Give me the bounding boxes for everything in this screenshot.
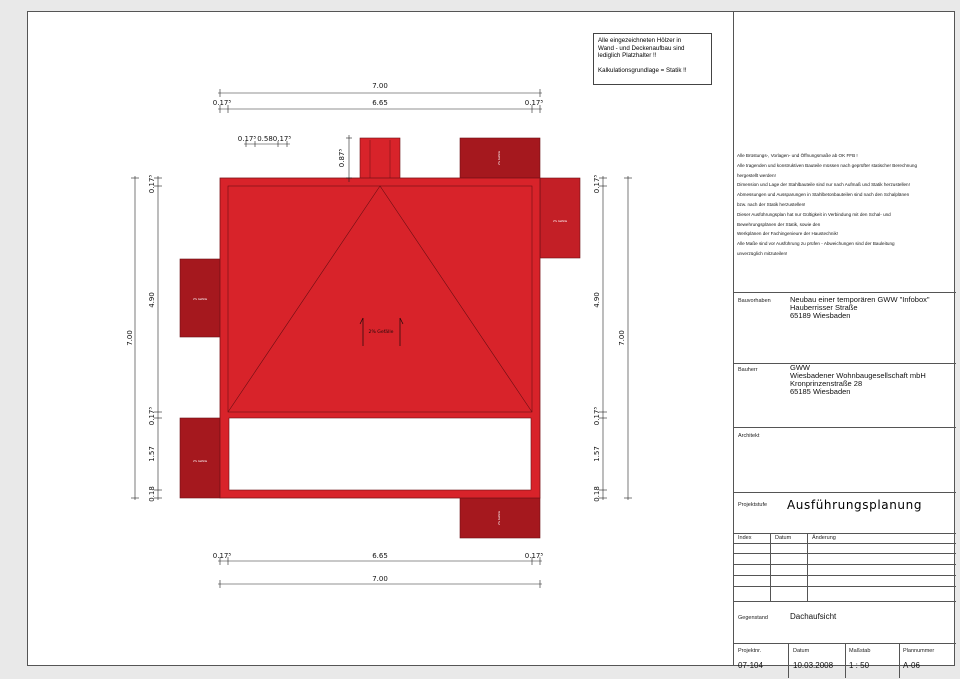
- dim-right-overall: 7.00: [618, 330, 626, 346]
- subject-label: Gegenstand: [738, 615, 768, 621]
- general-note: Alle Maße sind vor Ausführung zu prüfen - Abweichungen sind der Bauleitung: [737, 241, 895, 247]
- subject-value: Dachaufsicht: [790, 612, 837, 621]
- general-note: Alle tragenden und konstruktiven Bauteile müssen nach geprüfter statischer Berechnung: [737, 162, 918, 168]
- general-note: Dimension und Lage der Stahlbauteile sind nur nach Aufmaß und Statik herzustellen!: [737, 182, 910, 188]
- general-note: unverzüglich mitzuteilen!: [737, 250, 788, 256]
- project-label: Bauvorhaben: [738, 298, 771, 304]
- dim-top-right-wall: 0.17⁵: [524, 99, 544, 107]
- general-note: hergestellt werden!: [737, 172, 776, 178]
- dim-top-overall: 7.00: [372, 82, 388, 90]
- block-right-upper: [540, 178, 580, 258]
- dim-small-a: 0.17⁵: [237, 135, 257, 143]
- slope-label: 2% Gefälle: [368, 330, 394, 335]
- dimensions-right: [599, 176, 632, 500]
- project-line: 65189 Wiesbaden: [790, 311, 851, 320]
- general-note: bzw. nach der Statik herzustellen!: [737, 201, 806, 207]
- general-notes: [734, 151, 956, 303]
- note-line-1: Alle eingezeichneten Hölzer in: [598, 37, 682, 44]
- subject-section: [734, 601, 956, 643]
- dim-small-b: 0.58: [257, 135, 273, 143]
- date-value: 10.03.2008: [793, 661, 834, 670]
- note-line-3: lediglich Platzhalter !!: [598, 52, 657, 59]
- architect-label: Architekt: [738, 433, 760, 439]
- dim-top-left-wall: 0.17⁵: [212, 99, 232, 107]
- dim-left-overall: 7.00: [126, 330, 134, 346]
- general-note: Alle Brüstungs-, Vorlagen- und Öffnungsmaße ab OK FFB !: [737, 153, 858, 158]
- dim-right-top: 0.17⁵: [593, 174, 601, 194]
- client-label: Bauherr: [738, 367, 758, 373]
- date-header: Datum: [775, 535, 792, 541]
- scale-label: Maßstab: [849, 648, 871, 654]
- block-right-upper-label: 2% Gefälle: [552, 220, 568, 223]
- index-header: Index: [738, 535, 752, 541]
- dim-small-c: 0.17⁵: [272, 135, 292, 143]
- change-header: Änderung: [812, 535, 836, 541]
- plan-no: A-06: [903, 661, 920, 670]
- date-label: Datum: [793, 648, 810, 654]
- dim-bottom-overall: 7.00: [372, 575, 388, 583]
- general-note: Bewehrungsplänen der Statik, sowie den: [737, 221, 821, 227]
- dimensions-left: [131, 176, 162, 500]
- note-line-4: Kalkulationsgrundlage = Statik !!: [598, 66, 687, 74]
- project-section: [734, 292, 956, 363]
- dim-chimney: 0.87⁵: [338, 148, 346, 168]
- project-info-row: [734, 643, 956, 677]
- block-bottom-right-label: 2% Gefälle: [498, 510, 501, 526]
- block-left-upper-label: 2% Gefälle: [192, 298, 208, 301]
- dim-left-middle: 4.90: [148, 292, 156, 308]
- note-line-2: Wand - und Deckenaufbau sind: [598, 44, 685, 52]
- client-line: GWW: [790, 363, 810, 372]
- chimney: [360, 138, 400, 180]
- dim-left-top: 0.17⁵: [148, 174, 156, 194]
- dim-right-span: 1.57: [593, 446, 601, 462]
- general-note: Abmessungen und Aussparungen in Stahlbetonbauteilen sind nach den Schalplänen: [737, 192, 910, 198]
- project-no: 07-104: [738, 661, 763, 670]
- block-left-lower: [180, 418, 220, 498]
- architect-section: [734, 427, 956, 491]
- revision-table: [734, 533, 956, 601]
- dim-right-bottom: 0.18: [593, 486, 601, 502]
- roof-opening: [229, 418, 531, 490]
- dim-right-middle: 4.90: [593, 292, 601, 308]
- client-section: [734, 363, 956, 427]
- scale-value: 1 : 50: [849, 661, 870, 670]
- dim-right-lower: 0.17⁵: [593, 406, 601, 426]
- dim-left-span: 1.57: [148, 446, 156, 462]
- dim-bottom-inner: 6.65: [372, 552, 388, 560]
- general-note: Dieser Ausführungsplan hat nur Gültigkeit in Verbindung mit den Schal- und: [737, 211, 891, 217]
- general-note: Werkplänen der Fachingenieure der Haustechnik!: [737, 231, 839, 237]
- dim-bottom-left-wall: 0.17⁵: [212, 552, 232, 560]
- plan-no-label: Plannummer: [903, 648, 935, 654]
- placeholder-note-box: [593, 33, 712, 85]
- title-block: [733, 11, 955, 670]
- project-no-label: Projektnr.: [738, 648, 762, 654]
- client-line: 65185 Wiesbaden: [790, 387, 851, 396]
- dim-left-bottom: 0.18: [148, 486, 156, 502]
- stage-value: Ausführungsplanung: [787, 498, 923, 512]
- project-line: Neubau einer temporären GWW "Infobox": [790, 295, 930, 304]
- dimensions-bottom: [218, 557, 542, 588]
- stage-label: Projektstufe: [738, 502, 768, 508]
- dim-left-lower: 0.17⁵: [148, 406, 156, 426]
- client-line: Kronprinzenstraße 28: [790, 379, 863, 388]
- block-left-lower-label: 2% Gefälle: [192, 460, 208, 463]
- dim-top-inner: 6.65: [372, 99, 388, 107]
- stage-section: [734, 492, 956, 533]
- client-line: Wiesbadener Wohnbaugesellschaft mbH: [790, 371, 926, 380]
- block-top-right-label: 2% Gefälle: [498, 150, 501, 166]
- project-line: Hauberrisser Straße: [790, 303, 858, 312]
- dim-bottom-right-wall: 0.17⁵: [524, 552, 544, 560]
